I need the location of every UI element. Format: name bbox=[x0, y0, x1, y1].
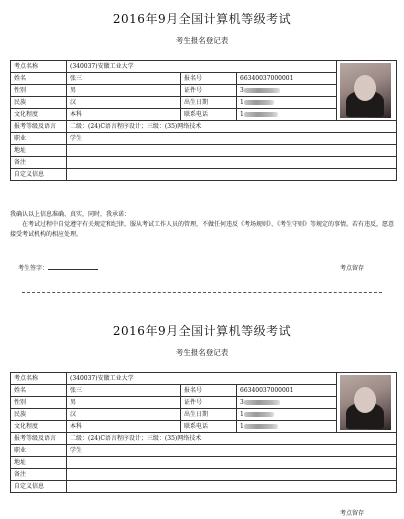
redaction-blur bbox=[244, 88, 280, 93]
value-id-no: 3 bbox=[240, 399, 244, 406]
label-custom: 自定义信息 bbox=[11, 169, 67, 181]
site-keep-label: 考点留存 bbox=[339, 265, 364, 272]
registration-table bbox=[10, 372, 397, 493]
value-name: 张三 bbox=[67, 385, 181, 397]
row-exam-site bbox=[11, 373, 397, 385]
photo-image bbox=[340, 375, 391, 430]
redaction-blur bbox=[244, 412, 274, 417]
row-job bbox=[11, 445, 397, 457]
applicant-photo bbox=[337, 61, 397, 121]
label-id-no: 证件号 bbox=[181, 85, 237, 97]
form-subtitle: 考生报名登记表 bbox=[175, 348, 229, 357]
value-custom bbox=[67, 481, 397, 493]
label-ethnicity: 民族 bbox=[11, 409, 67, 421]
value-phone: 1 bbox=[240, 111, 244, 118]
label-notes: 备注 bbox=[11, 157, 67, 169]
label-address: 地址 bbox=[11, 145, 67, 157]
value-notes bbox=[67, 157, 397, 169]
value-id-no-cell bbox=[237, 397, 337, 409]
value-subjects: 二级：(24)C语言程序设计；三级：(35)网络技术 bbox=[67, 433, 397, 445]
label-phone: 联系电话 bbox=[181, 109, 237, 121]
label-subjects: 报考等级及语言 bbox=[11, 121, 67, 133]
pledge-line-2: 在考试过程中自觉遵守有关规定和纪律，服从考试工作人员的管理，不做任何违反《考场规则》、《考生守则》等规定的事情。若有违反，愿意接受考试机构的相应处理。 bbox=[10, 221, 395, 238]
label-birth: 出生日期 bbox=[181, 97, 237, 109]
label-subjects: 报考等级及语言 bbox=[11, 433, 67, 445]
row-address bbox=[11, 457, 397, 469]
label-reg-no: 报名号 bbox=[181, 385, 237, 397]
label-exam-site: 考点名称 bbox=[11, 373, 67, 385]
redaction-blur bbox=[244, 100, 274, 105]
form-title: 2016年9月全国计算机等级考试 bbox=[112, 324, 292, 338]
row-subjects bbox=[11, 433, 397, 445]
row-custom bbox=[11, 169, 397, 181]
value-gender: 男 bbox=[67, 85, 181, 97]
label-name: 姓名 bbox=[11, 385, 67, 397]
redaction-blur bbox=[244, 400, 280, 405]
value-phone: 1 bbox=[240, 423, 244, 430]
value-id-no: 3 bbox=[240, 87, 244, 94]
signature-line bbox=[48, 269, 98, 270]
registration-table bbox=[10, 60, 397, 181]
cut-line bbox=[22, 292, 382, 293]
value-notes bbox=[67, 469, 397, 481]
value-ethnicity: 汉 bbox=[67, 409, 181, 421]
value-reg-no: 66340037000001 bbox=[237, 73, 337, 85]
row-custom bbox=[11, 481, 397, 493]
label-name: 姓名 bbox=[11, 73, 67, 85]
photo-face bbox=[354, 387, 376, 413]
value-education: 本科 bbox=[67, 109, 181, 121]
value-name: 张三 bbox=[67, 73, 181, 85]
label-custom: 自定义信息 bbox=[11, 481, 67, 493]
row-notes bbox=[11, 469, 397, 481]
row-exam-site bbox=[11, 61, 397, 73]
value-exam-site: (340037)安徽工业大学 bbox=[67, 373, 337, 385]
value-phone-cell bbox=[237, 109, 337, 121]
value-birth-cell bbox=[237, 97, 337, 109]
label-education: 文化程度 bbox=[11, 109, 67, 121]
site-keep-label: 考点留存 bbox=[339, 510, 364, 517]
value-id-no-cell bbox=[237, 85, 337, 97]
value-birth-cell bbox=[237, 409, 337, 421]
value-job: 学生 bbox=[67, 133, 397, 145]
value-exam-site: (340037)安徽工业大学 bbox=[67, 61, 337, 73]
value-reg-no: 66340037000001 bbox=[237, 385, 337, 397]
redaction-blur bbox=[244, 112, 278, 117]
form-subtitle: 考生报名登记表 bbox=[175, 36, 229, 45]
label-ethnicity: 民族 bbox=[11, 97, 67, 109]
pledge-line-1: 我确认以上信息准确、真实，同时，我承诺： bbox=[10, 211, 131, 218]
label-exam-site: 考点名称 bbox=[11, 61, 67, 73]
label-gender: 性别 bbox=[11, 85, 67, 97]
label-id-no: 证件号 bbox=[181, 397, 237, 409]
value-ethnicity: 汉 bbox=[67, 97, 181, 109]
signature-label: 考生签字： bbox=[18, 265, 49, 272]
label-reg-no: 报名号 bbox=[181, 73, 237, 85]
value-phone-cell bbox=[237, 421, 337, 433]
label-education: 文化程度 bbox=[11, 421, 67, 433]
row-notes bbox=[11, 157, 397, 169]
row-job bbox=[11, 133, 397, 145]
photo-face bbox=[354, 75, 376, 101]
applicant-photo bbox=[337, 373, 397, 433]
photo-image bbox=[340, 63, 391, 118]
label-phone: 联系电话 bbox=[181, 421, 237, 433]
value-subjects: 二级：(24)C语言程序设计；三级：(35)网络技术 bbox=[67, 121, 397, 133]
label-gender: 性别 bbox=[11, 397, 67, 409]
pledge-text bbox=[10, 210, 396, 240]
row-subjects bbox=[11, 121, 397, 133]
label-job: 职业 bbox=[11, 445, 67, 457]
label-job: 职业 bbox=[11, 133, 67, 145]
value-gender: 男 bbox=[67, 397, 181, 409]
value-custom bbox=[67, 169, 397, 181]
row-address bbox=[11, 145, 397, 157]
label-address: 地址 bbox=[11, 457, 67, 469]
value-job: 学生 bbox=[67, 445, 397, 457]
form-title: 2016年9月全国计算机等级考试 bbox=[112, 12, 292, 26]
value-address bbox=[67, 457, 397, 469]
label-notes: 备注 bbox=[11, 469, 67, 481]
value-education: 本科 bbox=[67, 421, 181, 433]
value-birth: 1 bbox=[240, 411, 244, 418]
value-address bbox=[67, 145, 397, 157]
value-birth: 1 bbox=[240, 99, 244, 106]
label-birth: 出生日期 bbox=[181, 409, 237, 421]
redaction-blur bbox=[244, 424, 278, 429]
